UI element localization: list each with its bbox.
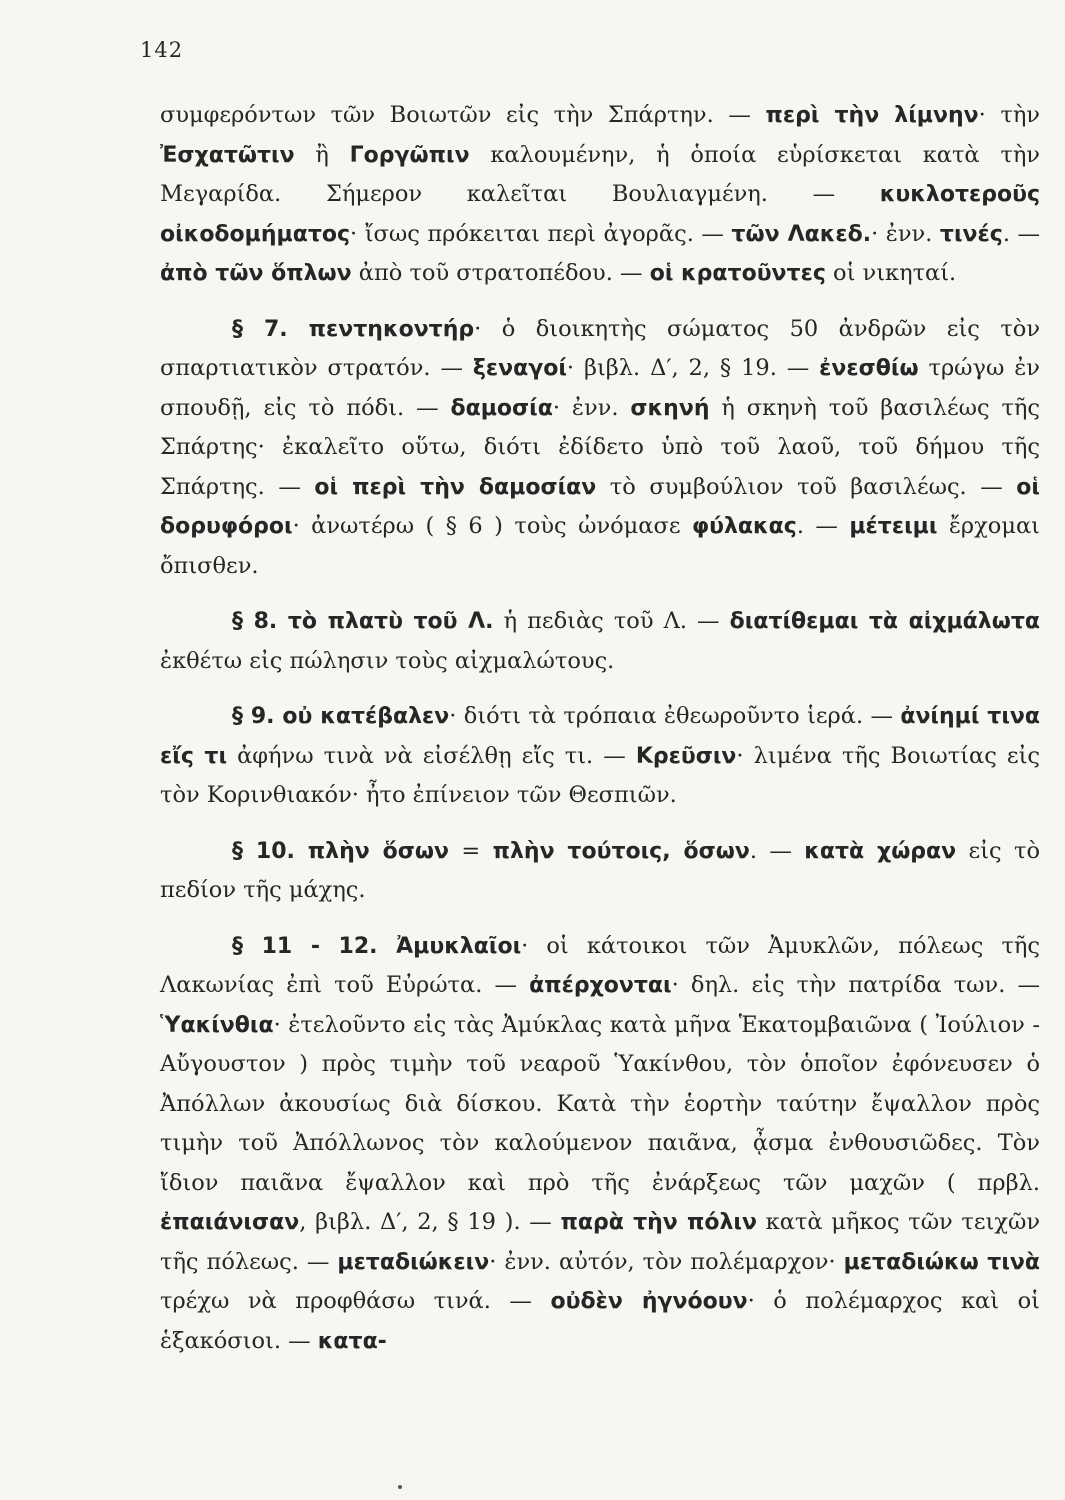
bold-lemma: Ἀμυκλαῖοι (396, 933, 522, 959)
bold-lemma: τῶν Λακεδ. (731, 221, 872, 247)
bold-lemma: ἐνεσθίω (819, 356, 919, 381)
bold-lemma: πεντηκοντήρ (308, 316, 475, 342)
paragraph (160, 602, 1040, 681)
text-run: ἀφήνω τινὰ νὰ εἰσέλθῃ εἴς τι. — (227, 742, 636, 769)
bold-lemma: δαμοσία (450, 395, 553, 421)
ink-speck (398, 1485, 402, 1489)
text-run: . — (1002, 220, 1040, 247)
text-run: · ὁ πολέμαρχος καὶ οἱ ἑξακόσιοι. — (160, 1288, 1040, 1354)
bold-lemma: Γοργῶπιν (349, 142, 470, 168)
text-run: . — (796, 513, 850, 539)
bold-lemma: Ὑακίνθια (160, 1012, 274, 1038)
bold-lemma: παρὰ τὴν πόλιν (560, 1210, 757, 1235)
bold-lemma: Ἐσχατῶτιν (160, 142, 295, 168)
paragraph (160, 697, 1040, 816)
paragraph (160, 96, 1040, 294)
text-run: · λιμένα τῆς Βοιωτίας εἰς τὸν Κορινθιακόν· ἦτο ἐπίνειον τῶν Θεσπιῶν. (160, 742, 1040, 808)
bold-lemma: ἀνίημί τινα εἴς τι (160, 704, 1041, 769)
bold-lemma: ξεναγοί (472, 356, 567, 381)
text-run: τὸ συμβούλιον τοῦ βασιλέως. — (596, 473, 1017, 500)
bold-lemma: τὸ πλατὺ τοῦ Λ. (287, 609, 494, 634)
text-run: ἀπὸ τοῦ στρατοπέδου. — (351, 260, 650, 286)
text-run: · βιβλ. Δ′, 2, § 19. — (566, 355, 820, 381)
bold-lemma: οὐ κατέβαλεν (282, 704, 450, 729)
bold-lemma: § 7. (232, 316, 309, 342)
bold-lemma: μεταδιώκω τινὰ (843, 1249, 1040, 1275)
bold-lemma: § 11 - 12. (232, 933, 397, 959)
bold-lemma: οἱ δορυφόροι (160, 474, 1040, 539)
bold-lemma: κατα- (317, 1328, 387, 1354)
text-run: οἱ νικηταί. (825, 260, 957, 286)
bold-lemma: πλὴν ὅσων (307, 838, 449, 864)
bold-lemma: διατίθεμαι τὰ αἰχμάλωτα (729, 609, 1040, 634)
bold-lemma: μέτειμι (849, 514, 938, 539)
bold-lemma: Κρεῦσιν (635, 743, 737, 769)
text-run: · οἱ κάτοικοι τῶν Ἀμυκλῶν, πόλεως τῆς Λακωνίας ἐπὶ τοῦ Εὐρώτα. — (160, 932, 1040, 998)
bold-lemma: σκηνή (630, 395, 710, 421)
text-run: ἡ σκηνὴ τοῦ βασιλέως τῆς Σπάρτης· ἐκαλεῖτο οὕτω, διότι ἐδίδετο ὑπὸ τοῦ λαοῦ, τοῦ δήμου τῆς Σπάρτης. — (160, 394, 1040, 500)
text-run: · ἐνν. (552, 394, 631, 421)
paragraph (160, 832, 1040, 911)
text-run: καλουμένην, ἡ ὁποία εὑρίσκεται κατὰ τὴν Μεγαρίδα. Σήμερον καλεῖται Βουλιαγμένη. — (160, 141, 1040, 207)
text-run: κατὰ μῆκος τῶν τειχῶν τῆς πόλεως. — (160, 1209, 1040, 1275)
text-run: ἔρχομαι ὄπισθεν. (160, 513, 1040, 579)
text-run: · δηλ. εἰς τὴν πατρίδα των. — (671, 972, 1040, 998)
text-run: . — (749, 837, 805, 864)
text-run: τρέχω νὰ προφθάσω τινά. — (160, 1288, 551, 1314)
bold-lemma: φύλακας (691, 514, 797, 539)
text-run: · ἴσως πρόκειται περὶ ἀγορᾶς. — (350, 220, 732, 247)
text-run: · ὁ διοικητὴς σώματος 50 ἀνδρῶν εἰς τὸν σπαρτιατικὸν στρατόν. — (160, 315, 1041, 381)
text-run: · ἐτελοῦντο εἰς τὰς Ἀμύκλας κατὰ μῆνα Ἑκατομβαιῶνα ( Ἰούλιον - Αὔγουστον ) πρὸς τιμὴν τοῦ νεαροῦ Ὑακίνθου, τὸν ὁποῖον ἐφόνευσεν ὁ Ἀπόλλων ἀκουσίως διὰ δίσκου. Κατὰ τὴν ἑορτὴν ταύτην ἔψαλλον πρὸς τιμὴν τοῦ Ἀπόλλωνος τὸν καλούμενον παιᾶνα, ᾆσμα ἐνθουσιῶδες. Τὸν ἴδιον παιᾶνα ἔψαλλον καὶ πρὸ τῆς ἐνάρξεως τῶν μαχῶν ( πρβλ. (160, 1011, 1040, 1196)
paragraph (160, 310, 1040, 587)
text-run: = (448, 837, 493, 864)
text-run: · ἐνν. (871, 220, 940, 247)
text-run: , βιβλ. Δ′, 2, § 19 ). — (299, 1209, 561, 1235)
bold-lemma: οὐδὲν ἠγνόουν (550, 1289, 748, 1314)
bold-lemma: πλὴν τούτοις, ὅσων (492, 838, 750, 864)
bold-lemma: ἀπὸ τῶν ὅπλων (160, 261, 352, 286)
commentary-text (160, 96, 1040, 1377)
bold-lemma: ἐπαιάνισαν (160, 1210, 300, 1235)
bold-lemma: οἱ περὶ τὴν δαμοσίαν (314, 474, 597, 500)
text-run: ἡ πεδιὰς τοῦ Λ. — (493, 608, 730, 634)
text-run: συμφερόντων τῶν Βοιωτῶν εἰς τὴν Σπάρτην. — (160, 102, 766, 128)
text-run: τρώγω ἐν σπουδῇ, εἰς τὸ πόδι. — (160, 355, 1040, 421)
text-run: εἰς τὸ πεδίον τῆς μάχης. (160, 837, 1040, 903)
bold-lemma: περὶ τὴν λίμνην (765, 103, 979, 128)
bold-lemma: οἱ κρατοῦντες (649, 261, 826, 286)
bold-lemma: § 9. (232, 704, 283, 729)
text-run: · τὴν (978, 102, 1040, 128)
bold-lemma: κατὰ χώραν (804, 838, 957, 864)
bold-lemma: § 10. (232, 838, 308, 864)
bold-lemma: τινές (939, 221, 1003, 247)
bold-lemma: μεταδιώκειν (337, 1249, 490, 1275)
bold-lemma: ἀπέρχονται (529, 973, 672, 998)
text-run: ἢ (294, 141, 350, 168)
paragraph (160, 927, 1040, 1362)
text-run: · διότι τὰ τρόπαια ἐθεωροῦντο ἱερά. — (449, 703, 901, 729)
text-run: · ἐνν. αὐτόν, τὸν πολέμαρχον· (489, 1248, 844, 1275)
bold-lemma: § 8. (232, 609, 288, 634)
text-run: · ἀνωτέρω ( § 6 ) τοὺς ὠνόμασε (292, 513, 692, 539)
page-number: 142 (140, 38, 184, 62)
bold-lemma: κυκλοτεροῦς οἰκοδομήματος (160, 182, 1040, 247)
text-run: ἐκθέτω εἰς πώλησιν τοὺς αἰχμαλώτους. (160, 647, 615, 674)
